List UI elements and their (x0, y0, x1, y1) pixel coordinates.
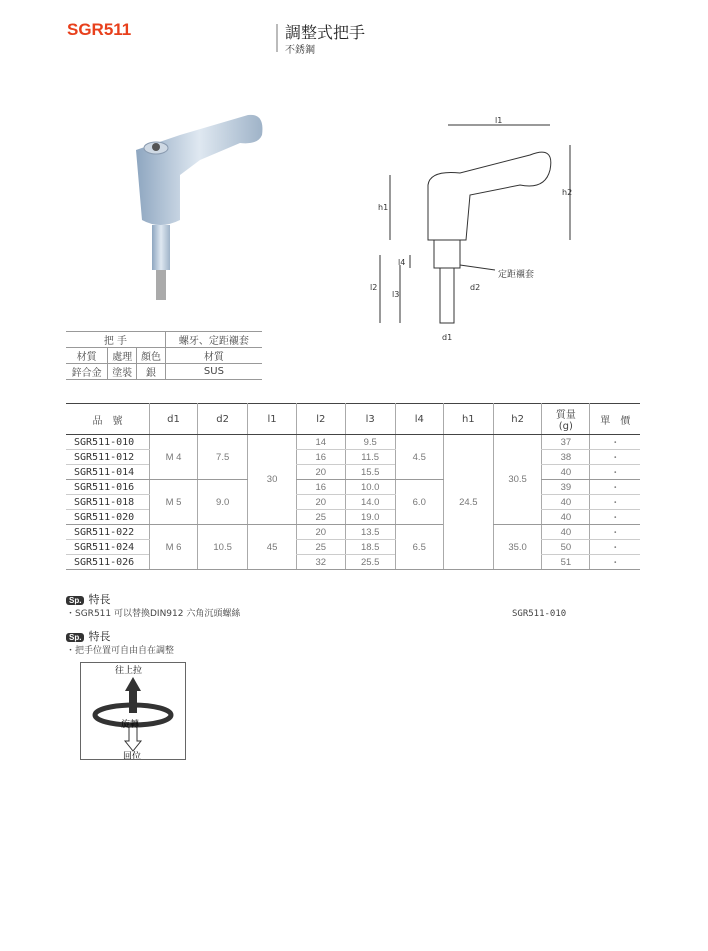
table-cell: 32 (296, 555, 345, 570)
table-cell: 37 (542, 435, 590, 450)
column-header: l4 (395, 404, 443, 435)
feature-heading-1 (66, 591, 110, 607)
table-cell: 14.0 (345, 495, 395, 510)
material-value: 鋅合金 (66, 364, 108, 380)
table-cell: 40 (542, 525, 590, 540)
label-l2: l2 (370, 283, 378, 292)
table-cell: 19.0 (345, 510, 395, 525)
table-cell: 4.5 (395, 435, 443, 480)
table-cell: 24.5 (443, 435, 493, 570)
table-cell: 20 (296, 465, 345, 480)
treatment-value: 塗裝 (108, 364, 137, 380)
feature-title: 特長 (88, 593, 111, 606)
col-treatment: 處理 (108, 348, 137, 364)
table-row (66, 435, 640, 450)
label-l4: l4 (398, 258, 406, 267)
color-value: 銀 (137, 364, 166, 380)
product-code: SGR511 (67, 20, 132, 39)
column-header: l1 (248, 404, 297, 435)
table-row (66, 480, 640, 495)
table-cell: SGR511-026 (66, 555, 150, 570)
feature-text-2: ・把手位置可自由自在調整 (66, 646, 175, 656)
table-cell: M 6 (150, 525, 198, 570)
table-cell: 16 (296, 450, 345, 465)
col-color: 顏色 (137, 348, 166, 364)
table-cell: M 5 (150, 480, 198, 525)
sp-badge: Sp. (66, 633, 84, 642)
page-title: 調整式把手 (285, 23, 366, 42)
sp-badge: Sp. (66, 596, 84, 605)
table-cell: 13.5 (345, 525, 395, 540)
label-rotate: 旋轉 (121, 720, 140, 730)
thread-header: 螺牙、定距襯套 (165, 332, 262, 348)
table-cell: 40 (542, 510, 590, 525)
table-cell: 20 (296, 495, 345, 510)
feature-title: 特長 (88, 630, 111, 643)
material2-value: SUS (165, 364, 262, 380)
table-cell: 16 (296, 480, 345, 495)
label-h2: h2 (562, 188, 573, 197)
table-cell: 15.5 (345, 465, 395, 480)
column-header: 單 價 (590, 404, 640, 435)
table-cell: 25 (296, 510, 345, 525)
table-cell: 6.5 (395, 525, 443, 570)
table-cell: 7.5 (198, 435, 248, 480)
column-header: l3 (345, 404, 395, 435)
table-cell: ・ (590, 480, 640, 495)
table-cell: 6.0 (395, 480, 443, 525)
table-cell: 20 (296, 525, 345, 540)
handle-header: 把 手 (66, 332, 165, 348)
table-cell: ・ (590, 450, 640, 465)
table-cell: SGR511-014 (66, 465, 150, 480)
column-header: h2 (493, 404, 541, 435)
col-material2: 材質 (165, 348, 262, 364)
table-cell: 9.5 (345, 435, 395, 450)
table-cell: 51 (542, 555, 590, 570)
table-cell: ・ (590, 555, 640, 570)
table-cell: SGR511-020 (66, 510, 150, 525)
feature-text-1: ・SGR511 可以替換DIN912 六角沉頭螺絲 (66, 609, 241, 619)
column-header: h1 (443, 404, 493, 435)
table-cell: SGR511-010 (66, 435, 150, 450)
table-cell: 11.5 (345, 450, 395, 465)
table-cell: ・ (590, 525, 640, 540)
product-photo (120, 105, 280, 305)
table-cell: 35.0 (493, 525, 541, 570)
spec-table (66, 403, 640, 570)
table-cell: 30 (248, 435, 297, 525)
page-subtitle: 不銹鋼 (285, 45, 315, 56)
table-cell: 50 (542, 540, 590, 555)
table-cell: ・ (590, 435, 640, 450)
label-h1: h1 (378, 203, 389, 212)
table-cell: 10.0 (345, 480, 395, 495)
column-header: 品 號 (66, 404, 150, 435)
label-pull-up: 往上拉 (115, 666, 143, 676)
table-row (66, 525, 640, 540)
feature-heading-2 (66, 628, 110, 644)
label-d2: d2 (470, 283, 481, 292)
column-header: d1 (150, 404, 198, 435)
table-cell: 45 (248, 525, 297, 570)
material-table (66, 331, 262, 380)
col-material: 材質 (66, 348, 108, 364)
photo-label: SGR511-010 (512, 609, 567, 619)
table-cell: M 4 (150, 435, 198, 480)
table-cell: SGR511-012 (66, 450, 150, 465)
table-cell: 38 (542, 450, 590, 465)
table-cell: 40 (542, 465, 590, 480)
column-header: 質量 (g) (542, 404, 590, 435)
adjust-diagram (80, 662, 186, 760)
dimension-drawing (370, 115, 600, 345)
table-cell: 9.0 (198, 480, 248, 525)
label-l3: l3 (392, 290, 400, 299)
column-header: l2 (296, 404, 345, 435)
table-cell: 25 (296, 540, 345, 555)
table-cell: 30.5 (493, 435, 541, 525)
table-cell: 10.5 (198, 525, 248, 570)
divider (276, 24, 278, 52)
table-cell: ・ (590, 510, 640, 525)
table-cell: ・ (590, 540, 640, 555)
table-cell: 40 (542, 495, 590, 510)
table-cell: ・ (590, 465, 640, 480)
table-cell: 25.5 (345, 555, 395, 570)
table-cell: SGR511-016 (66, 480, 150, 495)
label-l1: l1 (495, 116, 503, 125)
table-cell: SGR511-022 (66, 525, 150, 540)
table-cell: 39 (542, 480, 590, 495)
table-cell: 18.5 (345, 540, 395, 555)
column-header: d2 (198, 404, 248, 435)
label-return: 回位 (123, 752, 142, 759)
table-cell: SGR511-024 (66, 540, 150, 555)
table-cell: SGR511-018 (66, 495, 150, 510)
table-cell: 14 (296, 435, 345, 450)
callout-spacer: 定距襯套 (498, 270, 535, 280)
label-d1: d1 (442, 333, 453, 342)
table-cell: ・ (590, 495, 640, 510)
